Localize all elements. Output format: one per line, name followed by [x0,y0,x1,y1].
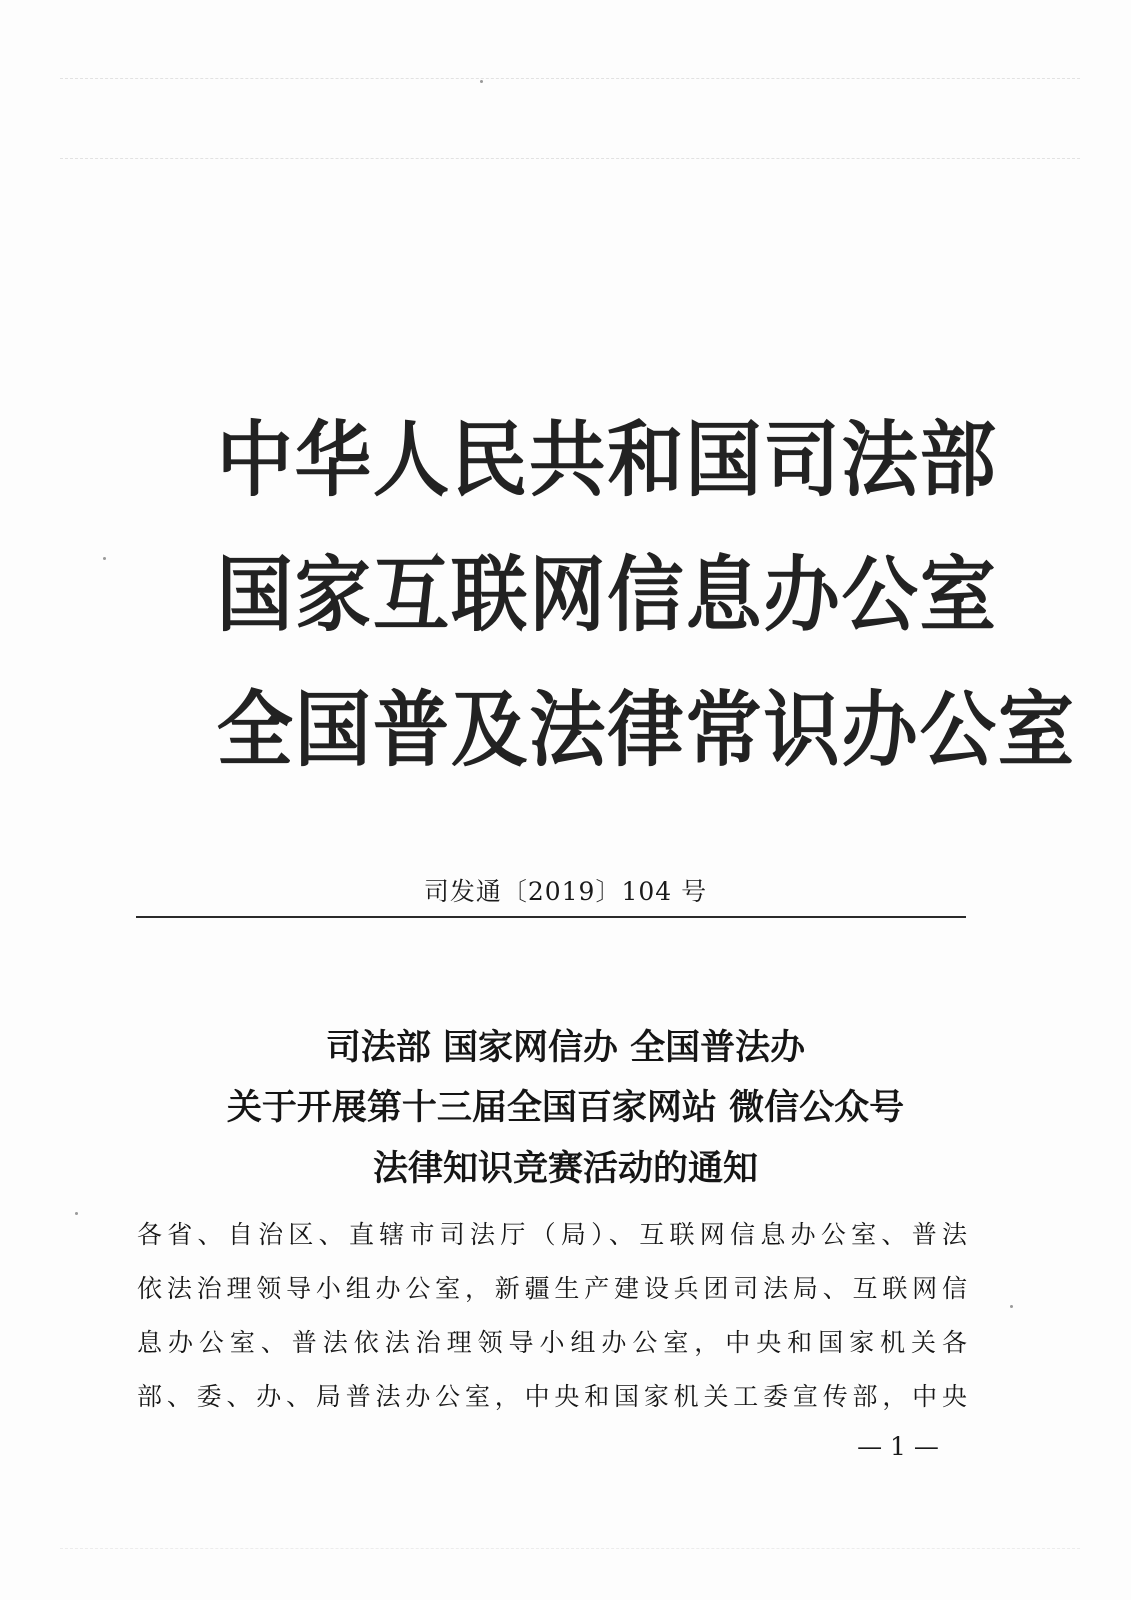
scan-speck [480,80,483,83]
scan-artifact-line [60,78,1080,79]
document-title-line-3: 法律知识竞赛活动的通知 [372,1148,758,1189]
scan-artifact-line [60,1548,1080,1549]
header-separator-rule [136,916,966,918]
document-title-line-2: 关于开展第十三届全国百家网站 微信公众号 [226,1087,905,1128]
body-text-line: 各省、自治区、直辖市司法厅（局）、互联网信息办公室、普法 [137,1220,967,1249]
body-text-line: 部、委、办、局普法办公室，中央和国家机关工委宣传部，中央 [137,1382,967,1411]
document-number: 司发通〔2019〕104 号 [423,877,708,906]
scan-speck [1010,1305,1013,1308]
letterhead-issuer-legal-education-office: 全国普及法律常识办公室 [216,683,1076,778]
letterhead-issuer-ministry-of-justice: 中华人民共和国司法部 [216,413,998,508]
body-text-line: 息办公室、普法依法治理领导小组办公室，中央和国家机关各 [137,1328,967,1357]
scan-speck [103,557,106,560]
page-number: — 1 — [857,1432,939,1461]
body-text-line: 依法治理领导小组办公室，新疆生产建设兵团司法局、互联网信 [137,1274,967,1303]
scan-artifact-line [60,158,1080,159]
document-title-line-1: 司法部 国家网信办 全国普法办 [325,1027,806,1068]
letterhead-issuer-cyberspace-office: 国家互联网信息办公室 [216,548,998,643]
scan-speck [75,1212,78,1215]
